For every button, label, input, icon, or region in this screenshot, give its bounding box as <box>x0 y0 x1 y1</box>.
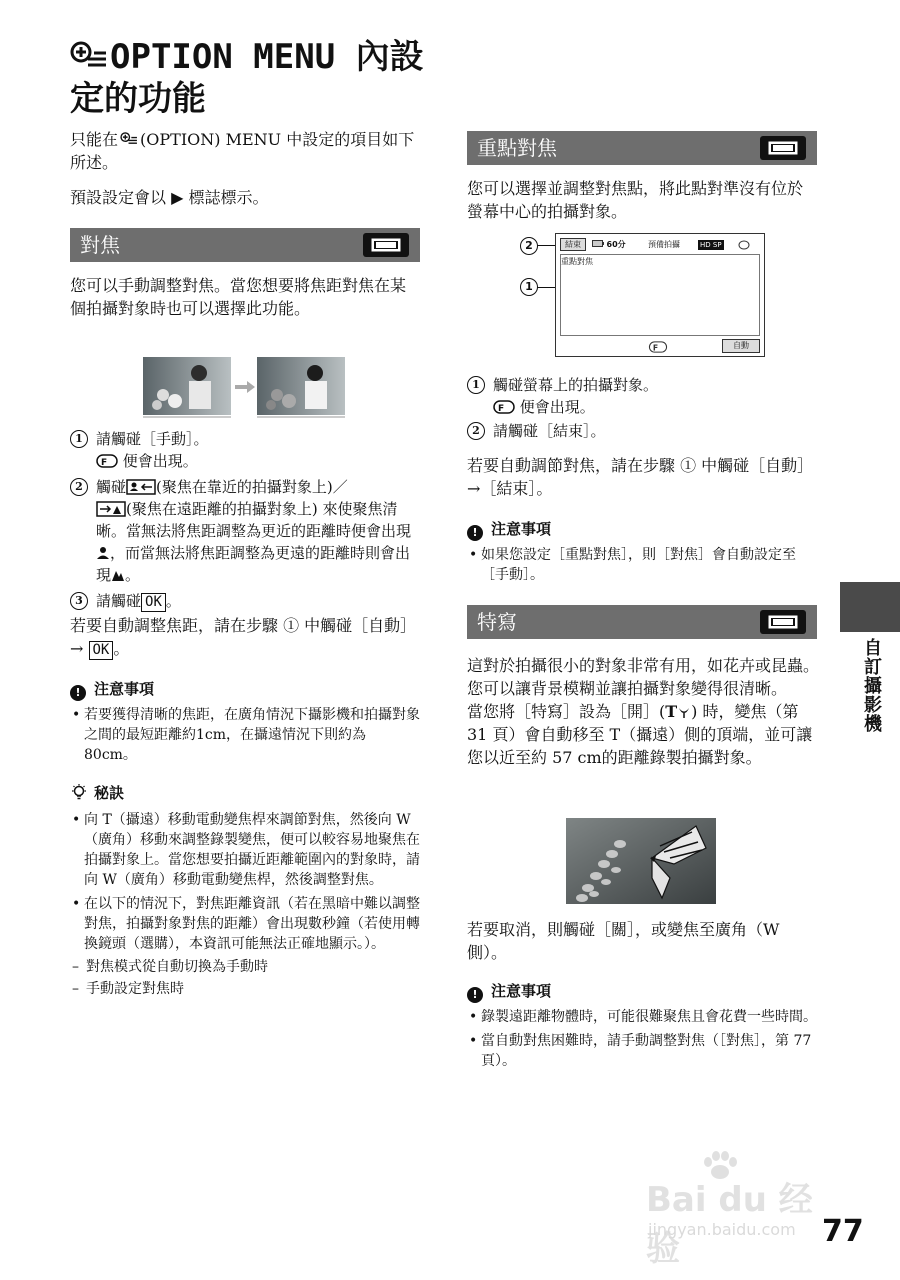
camera-mode-icon <box>759 135 807 161</box>
spot-step1-sub: 便會出現。 <box>519 398 595 416</box>
page-title <box>70 36 430 120</box>
battery-time: 60分 <box>606 240 626 249</box>
tip-subitem: – 對焦模式從自動切換為手動時 <box>70 956 420 978</box>
title-line2: 定的功能 <box>70 79 206 119</box>
step-number-2: 2 <box>70 478 88 496</box>
spot-step2-text: 請觸碰［結束］。 <box>493 422 606 440</box>
caution-icon: ! <box>467 987 483 1003</box>
macro-example-photo <box>566 818 716 904</box>
focus-step2-d: ，而當無法將焦距調整為更遠的距離時則會出現 <box>96 544 411 584</box>
standby-status: 預備拍攝 <box>648 240 680 249</box>
chapter-tab-marker <box>840 582 900 632</box>
intro-text-b: (OPTION) MENU 中設定的項目如下所述。 <box>70 130 415 172</box>
spot-focus-steps <box>467 374 817 442</box>
watermark-url: jingyan.baidu.com <box>648 1220 796 1239</box>
camera-mode-icon <box>759 609 807 635</box>
near-focus-button-icon <box>126 479 156 495</box>
macro-description <box>467 654 819 769</box>
quality-badge: HD SP <box>700 241 722 249</box>
spot-auto-instruction: 若要自動調節對焦，請在步驟 ① 中觸碰［自動］→［結束］。 <box>467 456 814 498</box>
note-title-text: 注意事項 <box>491 982 552 1000</box>
note-item: • 當自動對焦困難時，請手動調整對焦（［對焦］，第 77 頁）。 <box>467 1031 819 1071</box>
lcd-mode-label: 重點對焦 <box>561 257 593 266</box>
focus-step2-a: 觸碰 <box>96 478 127 496</box>
far-limit-icon <box>111 568 125 582</box>
near-limit-icon <box>96 546 110 560</box>
option-menu-icon <box>118 132 140 146</box>
focus-step-1 <box>70 428 420 472</box>
tele-macro-t: T <box>665 702 678 721</box>
macro-desc-2a: 當您將［特寫］設為［開］( <box>467 702 666 721</box>
far-focus-button-icon <box>96 501 126 517</box>
focus-steps <box>70 428 420 612</box>
note-title-text: 注意事項 <box>94 680 155 698</box>
step-number-2: 2 <box>467 422 485 440</box>
intro-default-note: 預設設定會以 ▶ 標誌標示。 <box>70 188 269 207</box>
focus-step2-b: (聚焦在靠近的拍攝對象上)／ <box>156 478 348 496</box>
focus-step2-e: 。 <box>125 566 141 584</box>
note-heading <box>467 980 819 1003</box>
note-item: • 如果您設定［重點對焦］，則［對焦］會自動設定至［手動］。 <box>467 545 817 585</box>
camera-mode-icon <box>362 232 410 258</box>
focus-step3-b: 。 <box>165 592 181 610</box>
macro-desc-2 <box>467 700 819 769</box>
tip-title-text: 秘訣 <box>94 784 125 802</box>
note-heading <box>70 678 420 701</box>
focus-description: 您可以手動調整對焦。當您想要將焦距對焦在某個拍攝對象時也可以選擇此功能。 <box>70 276 407 318</box>
tip-item: • 向 T（攝遠）移動電動變焦桿來調節對焦，然後向 W（廣角）移動來調整錄製變焦，便可以較容易地聚焦在拍攝對象上。當您想要拍攝近距離範圍內的對象時，請向 W（廣角）移動電動變焦桿，然後調整對焦。 <box>70 810 420 890</box>
tip-subitem: – 手動設定對焦時 <box>70 978 420 1000</box>
note-heading <box>467 518 817 541</box>
section-title-focus: 對焦 <box>80 233 120 257</box>
watermark-brand: Bai du 经验 <box>646 1180 813 1269</box>
callout-2: 2 <box>520 237 538 255</box>
focus-tips <box>70 782 420 1000</box>
manual-focus-icon <box>96 454 118 468</box>
intro-text-a: 只能在 <box>70 130 119 149</box>
section-title-macro: 特寫 <box>477 610 517 634</box>
title-line1: OPTION MENU 內設 <box>110 37 424 77</box>
focus-illustration <box>143 357 345 419</box>
focus-step1-text: 請觸碰［手動］。 <box>96 430 209 448</box>
note-item: • 錄製遠距離物體時，可能很難聚焦且會花費一些時間。 <box>467 1007 819 1027</box>
focus-step3-a: 請觸碰 <box>96 592 142 610</box>
step-number-3: 3 <box>70 592 88 610</box>
focus-step-3 <box>70 590 420 612</box>
focus-auto-text: 若要自動調整焦距，請在步驟 ① 中觸碰［自動］ → <box>70 616 417 658</box>
spot-notes <box>467 518 817 585</box>
focus-step1-sub: 便會出現。 <box>122 452 198 470</box>
section-header-focus <box>70 228 420 262</box>
baidu-watermark <box>640 1150 840 1269</box>
lightbulb-icon <box>70 783 88 801</box>
spot-focus-description: 您可以選擇並調整對焦點，將此點對準沒有位於螢幕中心的拍攝對象。 <box>467 179 804 221</box>
butterfly-photo <box>566 818 716 904</box>
tip-item: • 在以下的情況下，對焦距離資訊（若在黑暗中難以調整對焦，拍攝對象對焦的距離）會出現數秒鐘（若使用轉換鏡頭（選購），本資訊可能無法正確地顯示。）。 <box>70 894 420 954</box>
spot-focus-icon <box>493 400 515 414</box>
section-header-macro <box>467 605 817 639</box>
focus-auto-instruction <box>70 614 420 660</box>
macro-desc-2b: ) 時，變焦（第 31 頁）會自動移至 T（攝遠）側的頂端，並可讓您以近至約 57 cm的距離錄製拍攝對象。 <box>467 702 813 767</box>
focus-step-2 <box>70 476 420 586</box>
caution-icon: ! <box>70 685 86 701</box>
step-number-1: 1 <box>467 376 485 394</box>
svg-text:F: F <box>652 343 659 353</box>
section-title-spot-focus: 重點對焦 <box>477 136 557 160</box>
focus-example-photos <box>143 357 345 419</box>
callout-line <box>537 245 555 246</box>
spot-focus-indicator-icon <box>648 341 668 353</box>
intro-paragraph <box>70 128 420 174</box>
svg-text:F: F <box>101 458 108 468</box>
caution-icon: ! <box>467 525 483 541</box>
note-title-text: 注意事項 <box>491 520 552 538</box>
tulip-macro-icon <box>677 705 691 719</box>
svg-text:F: F <box>498 404 505 414</box>
chapter-tab-label: 自訂攝影機 <box>861 638 882 733</box>
spot-step1-text: 觸碰螢幕上的拍攝對象。 <box>493 376 659 394</box>
battery-indicator <box>592 238 626 252</box>
focus-step2-c: (聚焦在遠距離的拍攝對象上) 來使聚焦清晰。當無法將焦距調整為更近的距離時便會出現 <box>96 500 412 540</box>
option-menu-icon <box>70 41 108 71</box>
section-header-spot-focus <box>467 131 817 165</box>
end-button[interactable]: 結束 <box>560 238 586 251</box>
ok-button-label: OK <box>141 593 166 612</box>
spot-step-2 <box>467 420 817 442</box>
tip-heading <box>70 782 420 804</box>
macro-notes <box>467 980 819 1071</box>
ok-button-label: OK <box>89 641 114 660</box>
note-item: • 若要獲得清晰的焦距，在廣角情況下攝影機和拍攝對象之間的最短距離約1cm，在攝遠情況下則約為 80cm。 <box>70 705 420 765</box>
page-number: 77 <box>822 1214 864 1249</box>
disc-icon <box>738 240 750 250</box>
lcd-screen-example <box>555 233 765 357</box>
focus-notes <box>70 678 420 765</box>
lcd-status-bar <box>556 238 764 252</box>
battery-icon <box>592 240 604 247</box>
focus-auto-end: 。 <box>113 639 130 658</box>
macro-desc-1: 這對於拍攝很小的對象非常有用，如花卉或昆蟲。您可以讓背景模糊並讓拍攝對象變得很清晰。 <box>467 656 820 698</box>
callout-1: 1 <box>520 278 538 296</box>
auto-button[interactable]: 自動 <box>722 339 760 353</box>
chapter-side-tab <box>840 582 900 762</box>
macro-cancel-instruction: 若要取消，則觸碰［關］，或變焦至廣角（W 側）。 <box>467 920 780 962</box>
spot-step-1 <box>467 374 817 418</box>
step-number-1: 1 <box>70 430 88 448</box>
